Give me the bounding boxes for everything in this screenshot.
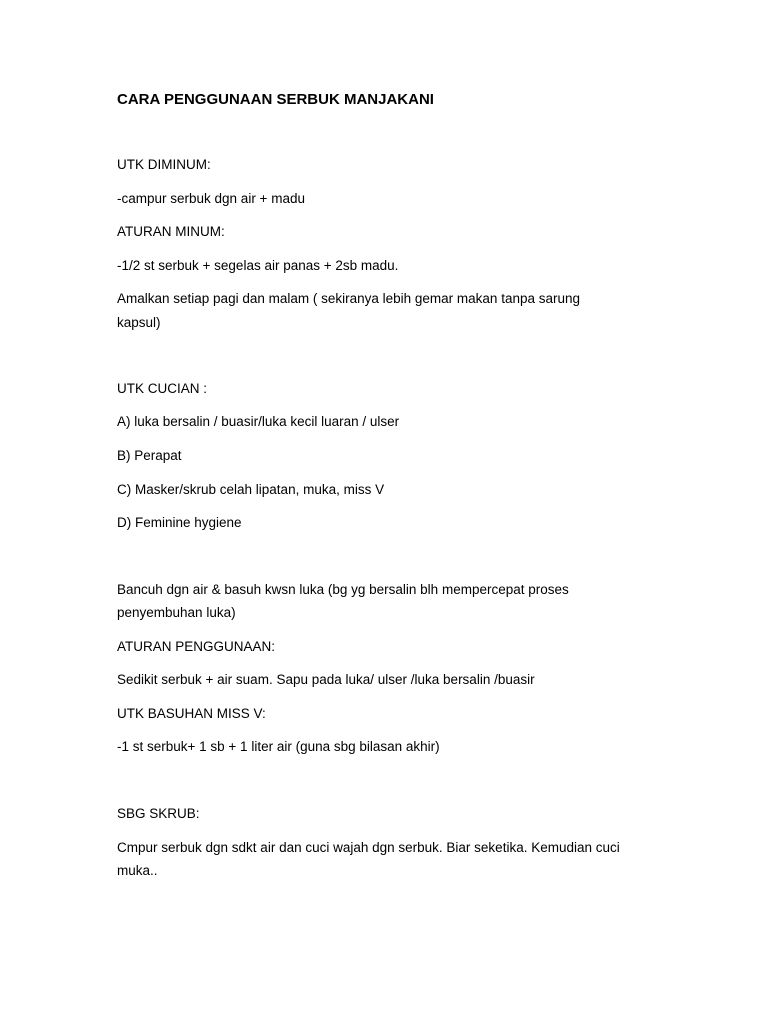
text-line: -1/2 st serbuk + segelas air panas + 2sb madu. [117,258,399,273]
section-heading-aturan-minum: ATURAN MINUM: [117,224,225,239]
list-item: D) Feminine hygiene [117,515,242,530]
section-heading-cucian: UTK CUCIAN : [117,381,208,396]
text-line: penyembuhan luka) [117,605,236,620]
section-heading-aturan-penggunaan: ATURAN PENGGUNAAN: [117,639,276,654]
section-heading-basuhan-miss-v: UTK BASUHAN MISS V: [117,706,266,721]
text-line: -1 st serbuk+ 1 sb + 1 liter air (guna sbg bilasan akhir) [117,739,440,754]
text-line: kapsul) [117,315,161,330]
text-line: Cmpur serbuk dgn sdkt air dan cuci wajah dgn serbuk. Biar seketika. Kemudian cuci [117,840,620,855]
text-line: muka.. [117,863,158,878]
text-line: Bancuh dgn air & basuh kwsn luka (bg yg bersalin blh mempercepat proses [117,582,569,597]
text-line: -campur serbuk dgn air + madu [117,191,305,206]
document-title: CARA PENGGUNAAN SERBUK MANJAKANI [117,91,434,108]
list-item: B) Perapat [117,448,182,463]
section-heading-skrub: SBG SKRUB: [117,806,200,821]
list-item: C) Masker/skrub celah lipatan, muka, miss V [117,482,385,497]
text-line: Amalkan setiap pagi dan malam ( sekiranya lebih gemar makan tanpa sarung [117,291,581,306]
text-line: Sedikit serbuk + air suam. Sapu pada luka/ ulser /luka bersalin /buasir [117,672,535,687]
section-heading-diminum: UTK DIMINUM: [117,157,211,172]
list-item: A) luka bersalin / buasir/luka kecil luaran / ulser [117,414,400,429]
